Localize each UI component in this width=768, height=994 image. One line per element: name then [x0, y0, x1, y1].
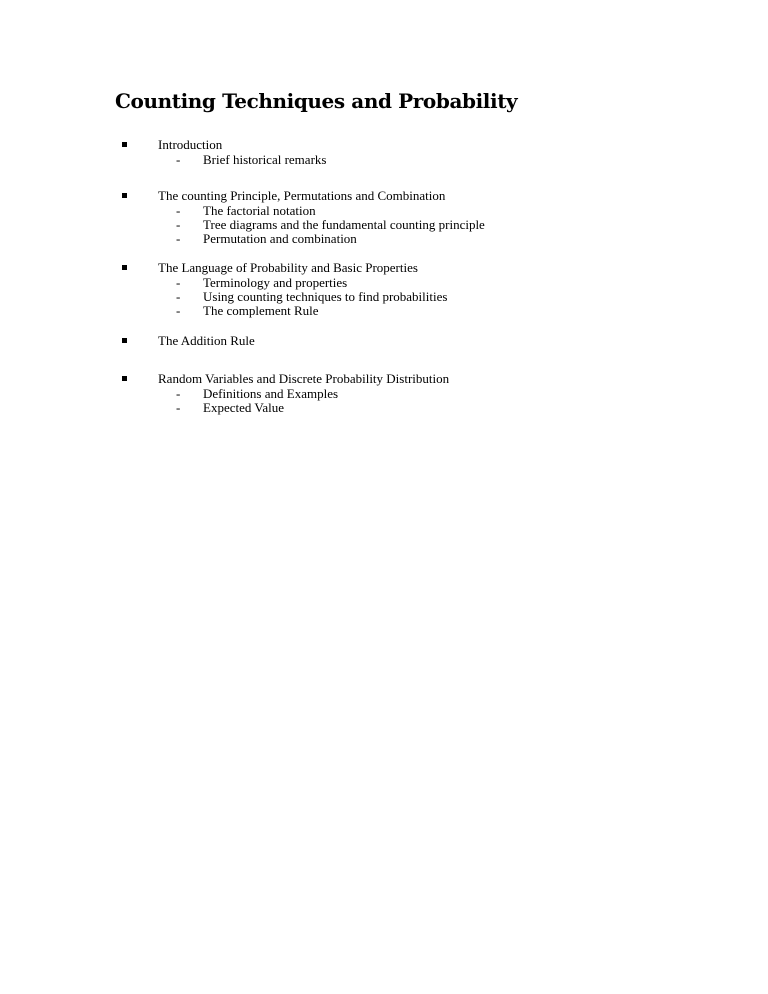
- square-bullet-icon: [122, 376, 127, 381]
- dash-marker: -: [176, 303, 181, 318]
- subtopic-item: [0, 276, 768, 290]
- subtopic-label: Terminology and properties: [203, 275, 348, 290]
- subtopic-label: Tree diagrams and the fundamental counting principle: [203, 217, 485, 232]
- subtopic-label: Using counting techniques to find probabilities: [203, 289, 448, 304]
- square-bullet-icon: [122, 193, 127, 198]
- topic-heading: The Addition Rule: [158, 333, 255, 348]
- page-title: Counting Techniques and Probability: [115, 89, 518, 113]
- square-bullet-icon: [122, 265, 127, 270]
- square-bullet-icon: [122, 142, 127, 147]
- subtopic-label: Definitions and Examples: [203, 386, 339, 401]
- dash-marker: -: [176, 386, 181, 401]
- subtopic-item: [0, 153, 768, 167]
- topic-heading: Introduction: [158, 137, 223, 152]
- dash-marker: -: [176, 217, 181, 232]
- square-bullet-icon: [122, 338, 127, 343]
- dash-marker: -: [176, 400, 181, 415]
- subtopic-item: [0, 290, 768, 304]
- topic-heading: Random Variables and Discrete Probability Distribution: [158, 371, 450, 386]
- subtopic-item: [0, 218, 768, 232]
- dash-marker: -: [176, 231, 181, 246]
- topic-heading: The Language of Probability and Basic Properties: [158, 260, 418, 275]
- subtopic-label: Expected Value: [203, 400, 284, 415]
- dash-marker: -: [176, 289, 181, 304]
- subtopic-label: Brief historical remarks: [203, 152, 327, 167]
- topic-heading: The counting Principle, Permutations and Combination: [158, 188, 446, 203]
- dash-marker: -: [176, 203, 181, 218]
- subtopic-item: [0, 204, 768, 218]
- dash-marker: -: [176, 152, 181, 167]
- subtopic-item: [0, 232, 768, 246]
- subtopic-item: [0, 304, 768, 318]
- dash-marker: -: [176, 275, 181, 290]
- subtopic-item: [0, 387, 768, 401]
- subtopic-label: Permutation and combination: [203, 231, 357, 246]
- subtopic-label: The complement Rule: [203, 303, 319, 318]
- subtopic-label: The factorial notation: [203, 203, 316, 218]
- subtopic-item: [0, 401, 768, 415]
